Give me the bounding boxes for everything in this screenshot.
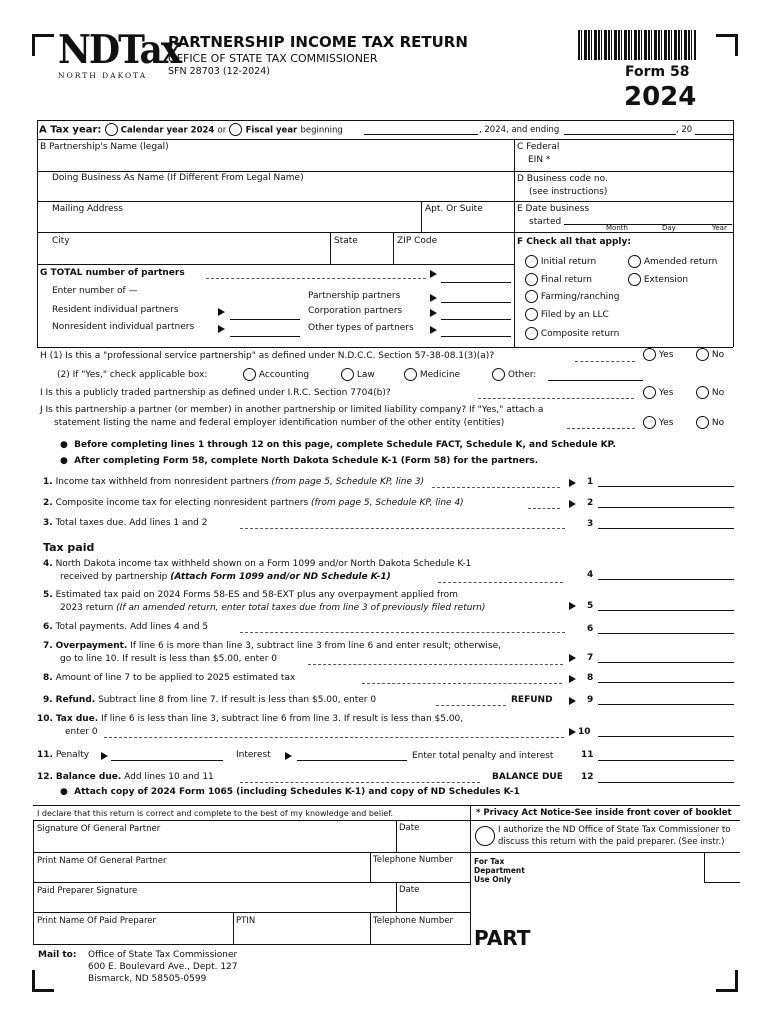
part-label: PART <box>474 926 531 950</box>
no-label: No <box>711 418 725 428</box>
line-10-bold: Tax due. <box>55 714 99 724</box>
signature-label: Signature Of General Partner <box>37 824 161 834</box>
or-text: or <box>217 125 227 136</box>
i-no[interactable] <box>696 386 724 399</box>
line-6-ref: 6 <box>587 624 594 634</box>
medicine-radio[interactable] <box>404 368 417 381</box>
line-5-note: (If an amended return, enter total taxes due from line 3 of previously filed return) <box>116 603 486 613</box>
mail-address-3: Bismarck, ND 58505-0599 <box>88 974 207 984</box>
date-started-label-2: started <box>529 217 562 227</box>
tax-dept-box <box>704 853 740 883</box>
line-9 <box>43 695 376 706</box>
registration-mark-tr <box>716 34 738 56</box>
line-3-field[interactable] <box>598 528 734 529</box>
line-8-ref: 8 <box>587 673 594 683</box>
arrow-icon <box>101 752 108 760</box>
line-10a <box>37 714 463 725</box>
date-started-label: E Date business <box>517 204 590 214</box>
line-8-field[interactable] <box>598 682 734 683</box>
line-1-field[interactable] <box>598 486 734 487</box>
arrow-icon <box>569 728 576 736</box>
line-6 <box>43 622 208 633</box>
extension-label: Extension <box>643 275 689 285</box>
line-4a <box>43 559 471 570</box>
medicine-label: Medicine <box>419 370 461 380</box>
total-partners-field[interactable] <box>441 282 511 283</box>
j-no-radio[interactable] <box>696 416 709 429</box>
question-i: I Is this a publicly traded partnership as defined under I.R.C. Section 7704(b)? <box>40 388 391 398</box>
initial-return-label: Initial return <box>540 257 597 267</box>
beginning-text: beginning <box>300 125 343 136</box>
yes-label: Yes <box>658 388 674 398</box>
llc-radio[interactable] <box>525 308 538 321</box>
form-title: PARTNERSHIP INCOME TAX RETURN <box>168 33 468 51</box>
registration-mark-bl <box>32 970 54 992</box>
arrow-icon <box>569 500 576 508</box>
state-label: State <box>334 236 358 246</box>
line-3-ref: 3 <box>587 519 594 529</box>
dash-icon: — <box>128 286 138 296</box>
ein-label: EIN * <box>528 155 551 165</box>
line-4b <box>60 572 391 583</box>
line-1 <box>43 477 424 488</box>
line-6-field[interactable] <box>598 633 734 634</box>
yes-label: Yes <box>658 350 674 360</box>
date-started-field[interactable] <box>564 224 732 225</box>
office-name: OFFICE OF STATE TAX COMMISSIONER <box>168 52 378 65</box>
other-radio[interactable] <box>492 368 505 381</box>
question-j1: J Is this partnership a partner (or member) in another partnership or limited liability company? If "Yes," attach a <box>40 405 544 415</box>
mail-to-label: Mail to: <box>38 950 77 960</box>
farming-radio[interactable] <box>525 290 538 303</box>
composite-label: Composite return <box>540 329 620 339</box>
line-4-attach: (Attach Form 1099 and/or ND Schedule K-1) <box>170 572 391 582</box>
ptin-label: PTIN <box>236 916 256 926</box>
preparer-phone-label: Telephone Number <box>373 916 454 926</box>
date-label: Date <box>399 823 420 833</box>
partnership-partners-field[interactable] <box>441 302 511 303</box>
line-8-text: Amount of line 7 to be applied to 2025 estimated tax <box>55 673 296 683</box>
line-5-text-2: 2023 return <box>60 603 117 613</box>
tax-year-row <box>39 123 343 137</box>
line-5-num: 5. <box>43 590 53 600</box>
arrow-icon <box>569 697 576 705</box>
composite-radio[interactable] <box>525 327 538 340</box>
j-yes[interactable] <box>643 416 673 429</box>
resident-label: Resident individual partners <box>52 305 179 315</box>
preparer-name-label: Print Name Of Paid Preparer <box>37 916 156 926</box>
line-1-text: Income tax withheld from nonresident partners <box>55 477 272 487</box>
federal-label: C Federal <box>517 142 560 152</box>
initial-return-option[interactable] <box>525 255 596 268</box>
line-2-ref-text: (from page 5, Schedule KP, line 4) <box>311 498 464 508</box>
line-9-text: Subtract line 8 from line 7. If result is less than $5.00, enter 0 <box>95 695 377 705</box>
logo-subtitle: NORTH DAKOTA <box>58 71 148 80</box>
line-11-field[interactable] <box>598 760 734 761</box>
line-5-text: Estimated tax paid on 2024 Forms 58-ES and 58-EXT plus any overpayment applied from <box>55 590 458 600</box>
bullet-icon: ● <box>60 456 68 466</box>
privacy-notice: * Privacy Act Notice-See inside front cover of booklet <box>476 808 732 818</box>
arrow-icon <box>569 602 576 610</box>
amended-return-label: Amended return <box>643 257 718 267</box>
line-7a <box>43 641 501 652</box>
bullet-icon: ● <box>60 440 68 450</box>
question-h1: H (1) Is this a "professional service partnership" as defined under N.D.C.C. Section 57-38-08.1(3)(a)? <box>40 351 495 361</box>
apt-label: Apt. Or Suite <box>425 204 483 214</box>
zip-label: ZIP Code <box>397 236 438 246</box>
bullet-icon: ● <box>60 787 68 797</box>
and-ending-text: , 2024, and ending <box>479 125 560 135</box>
arrow-icon <box>430 294 437 302</box>
line-9-bold: Refund. <box>55 695 96 705</box>
line-5a <box>43 590 458 601</box>
end-year-field[interactable] <box>695 134 733 135</box>
h1-no[interactable] <box>696 348 724 361</box>
penalty-field[interactable] <box>111 760 223 761</box>
line-10-ref: 10 <box>578 727 591 737</box>
line-1-num: 1. <box>43 477 53 487</box>
farming-label: Farming/ranching <box>540 292 620 302</box>
no-label: No <box>711 350 725 360</box>
telephone-label: Telephone Number <box>373 855 454 865</box>
dba-label: Doing Business As Name (If Different From Legal Name) <box>52 173 304 183</box>
final-return-label: Final return <box>540 275 592 285</box>
nd-tax-logo <box>58 26 181 80</box>
calendar-year-radio[interactable] <box>105 123 118 136</box>
fiscal-end-field[interactable] <box>564 134 676 135</box>
line-7-ref: 7 <box>587 653 594 663</box>
accounting-radio[interactable] <box>243 368 256 381</box>
line-4-text: North Dakota income tax withheld shown on a Form 1099 and/or North Dakota Schedule K-1 <box>55 559 472 569</box>
arrow-icon <box>218 308 225 316</box>
final-return-radio[interactable] <box>525 273 538 286</box>
final-return-option[interactable] <box>525 273 592 286</box>
form-number: Form 58 <box>625 64 690 80</box>
i-no-radio[interactable] <box>696 386 709 399</box>
total-partners-label: G TOTAL number of partners <box>40 268 185 278</box>
business-code-label: D Business code no. <box>517 174 608 184</box>
line-1-ref: 1 <box>587 477 594 487</box>
line-6-text: Total payments. Add lines 4 and 5 <box>55 622 209 632</box>
enter-number-text: Enter number of <box>52 286 126 296</box>
registration-mark-tl <box>32 34 54 56</box>
arrow-icon <box>430 270 437 278</box>
line-2-ref: 2 <box>587 498 594 508</box>
arrow-icon <box>569 654 576 662</box>
line-4-text-2: received by partnership <box>60 572 171 582</box>
j-yes-radio[interactable] <box>643 416 656 429</box>
extension-option[interactable] <box>628 273 688 286</box>
h1-yes-radio[interactable] <box>643 348 656 361</box>
line-5-ref: 5 <box>587 601 594 611</box>
line-4-num: 4. <box>43 559 53 569</box>
llc-label: Filed by an LLC <box>540 310 609 320</box>
nonresident-label: Nonresident individual partners <box>52 322 195 332</box>
h1-yes[interactable] <box>643 348 673 361</box>
total-penalty-label: Enter total penalty and interest <box>412 751 554 761</box>
resident-field[interactable] <box>230 319 300 320</box>
line-2-text: Composite income tax for electing nonresident partners <box>55 498 312 508</box>
bullet-2 <box>60 456 538 467</box>
line-10b: enter 0 <box>65 727 98 737</box>
fiscal-year-radio[interactable] <box>229 123 242 136</box>
interest-field[interactable] <box>297 760 407 761</box>
line-12-field[interactable] <box>598 782 734 783</box>
attach-note-text: Attach copy of 2024 Form 1065 (including Schedules K-1) and copy of ND Schedules K-1 <box>74 787 520 797</box>
composite-option[interactable] <box>525 327 619 340</box>
medicine-option[interactable] <box>404 368 460 381</box>
arrow-icon <box>218 325 225 333</box>
accounting-label: Accounting <box>258 370 310 380</box>
fiscal-year-label: Fiscal year <box>245 125 298 136</box>
department-label: Department <box>474 866 525 875</box>
line-7-bold: Overpayment. <box>55 641 128 651</box>
line-3-num: 3. <box>43 518 53 528</box>
other-partners-field[interactable] <box>441 336 511 337</box>
line-11 <box>37 750 89 761</box>
authorize-text-2: discuss this return with the paid preparer. (See instr.) <box>498 837 725 847</box>
line-12-ref: 12 <box>581 772 594 782</box>
declaration: I declare that this return is correct and complete to the best of my knowledge and belief. <box>37 809 393 818</box>
line-10-num: 10. <box>37 714 53 724</box>
partnership-name-label: B Partnership's Name (legal) <box>40 142 169 152</box>
arrow-icon <box>430 326 437 334</box>
law-label: Law <box>356 370 375 380</box>
extension-radio[interactable] <box>628 273 641 286</box>
other-label: Other: <box>507 370 537 380</box>
authorize-text-1: I authorize the ND Office of State Tax Commissioner to <box>498 825 731 835</box>
amended-return-radio[interactable] <box>628 255 641 268</box>
line-9-ref: 9 <box>587 695 594 705</box>
refund-tag: REFUND <box>511 695 553 705</box>
preparer-date-label: Date <box>399 885 420 895</box>
amended-return-option[interactable] <box>628 255 717 268</box>
line-12-num: 12. <box>37 772 53 782</box>
line-7b: go to line 10. If result is less than $5.00, enter 0 <box>60 654 277 664</box>
other-profession-field[interactable] <box>548 380 643 381</box>
month-label: Month <box>606 224 628 232</box>
line-1-ref-text: (from page 5, Schedule KP, line 3) <box>271 477 425 487</box>
registration-mark-br <box>716 970 738 992</box>
tax-year-label: A Tax year: <box>39 124 102 136</box>
line-8-num: 8. <box>43 673 53 683</box>
nonresident-field[interactable] <box>230 336 300 337</box>
line-12-bold: Balance due. <box>55 772 122 782</box>
partnership-partners-label: Partnership partners <box>308 291 401 301</box>
line-3-text: Total taxes due. Add lines 1 and 2 <box>55 518 208 528</box>
line-5-field[interactable] <box>598 610 734 611</box>
fiscal-begin-field[interactable] <box>364 134 478 135</box>
no-label: No <box>711 388 725 398</box>
line-2 <box>43 498 464 509</box>
line-8 <box>43 673 295 684</box>
city-label: City <box>52 236 70 246</box>
calendar-year-label: Calendar year 2024 <box>120 125 215 136</box>
line-9-num: 9. <box>43 695 53 705</box>
authorize-radio[interactable] <box>475 826 495 846</box>
bullet-2-text: After completing Form 58, complete North Dakota Schedule K-1 (Form 58) for the partners. <box>74 456 539 466</box>
law-option[interactable] <box>341 368 375 381</box>
year-label: Year <box>712 224 727 232</box>
logo-text: NDTax <box>58 26 181 74</box>
line-7-text: If line 6 is more than line 3, subtract line 3 from line 6 and enter result; otherwise, <box>127 641 501 651</box>
use-only-label: Use Only <box>474 875 512 884</box>
i-yes[interactable] <box>643 386 673 399</box>
line-12-text: Add lines 10 and 11 <box>121 772 214 782</box>
print-name-label: Print Name Of General Partner <box>37 856 167 866</box>
law-radio[interactable] <box>341 368 354 381</box>
check-all-label: F Check all that apply: <box>517 237 631 247</box>
line-4-ref: 4 <box>587 570 594 580</box>
tax-year-heading: 2024 <box>624 82 697 112</box>
question-h2: (2) If "Yes," check applicable box: <box>57 370 208 380</box>
line-11-text: Penalty <box>55 750 90 760</box>
day-label: Day <box>662 224 676 232</box>
j-no[interactable] <box>696 416 724 429</box>
barcode <box>578 30 696 60</box>
line-11-num: 11. <box>37 750 53 760</box>
corporation-partners-label: Corporation partners <box>308 306 403 316</box>
corporation-partners-field[interactable] <box>441 319 511 320</box>
arrow-icon <box>285 752 292 760</box>
other-option[interactable] <box>492 368 536 381</box>
farming-option[interactable] <box>525 290 620 303</box>
arrow-icon <box>430 309 437 317</box>
i-yes-radio[interactable] <box>643 386 656 399</box>
line-2-num: 2. <box>43 498 53 508</box>
llc-option[interactable] <box>525 308 609 321</box>
line-7-field[interactable] <box>598 662 734 663</box>
enter-number-label <box>52 286 138 297</box>
mail-address-1: Office of State Tax Commissioner <box>88 950 238 960</box>
end-year-text: , 20 <box>676 125 693 135</box>
other-partners-label: Other types of partners <box>308 323 414 333</box>
accounting-option[interactable] <box>243 368 309 381</box>
mailing-address-label: Mailing Address <box>52 204 123 214</box>
line-11-ref: 11 <box>581 750 594 760</box>
line-10-field[interactable] <box>598 736 734 737</box>
h1-no-radio[interactable] <box>696 348 709 361</box>
question-j2: statement listing the name and federal employer identification number of the other entity (entities) <box>54 418 505 428</box>
line-9-field[interactable] <box>598 704 734 705</box>
bullet-1-text: Before completing lines 1 through 12 on this page, complete Schedule FACT, Schedule K, and Schedule KP. <box>74 440 616 450</box>
line-4-field[interactable] <box>598 579 734 580</box>
line-7-num: 7. <box>43 641 53 651</box>
line-5b <box>60 603 485 614</box>
bullet-1 <box>60 440 616 451</box>
line-12 <box>37 772 214 783</box>
balance-due-tag: BALANCE DUE <box>492 772 563 782</box>
initial-return-radio[interactable] <box>525 255 538 268</box>
mail-address-2: 600 E. Boulevard Ave., Dept. 127 <box>88 962 238 972</box>
interest-label: Interest <box>236 750 271 760</box>
line-2-field[interactable] <box>598 507 734 508</box>
business-code-note: (see instructions) <box>529 187 608 197</box>
preparer-signature-label: Paid Preparer Signature <box>37 886 138 896</box>
line-10-text: If line 6 is less than line 3, subtract line 6 from line 3. If result is less than $5.00, <box>98 714 464 724</box>
tax-paid-heading: Tax paid <box>43 541 95 554</box>
line-3 <box>43 518 207 529</box>
line-6-num: 6. <box>43 622 53 632</box>
arrow-icon <box>569 479 576 487</box>
signature-field[interactable] <box>34 834 470 851</box>
attach-note <box>60 787 520 798</box>
yes-label: Yes <box>658 418 674 428</box>
for-tax-label: For Tax <box>474 857 505 866</box>
arrow-icon <box>569 675 576 683</box>
sfn-number: SFN 28703 (12-2024) <box>168 66 270 77</box>
